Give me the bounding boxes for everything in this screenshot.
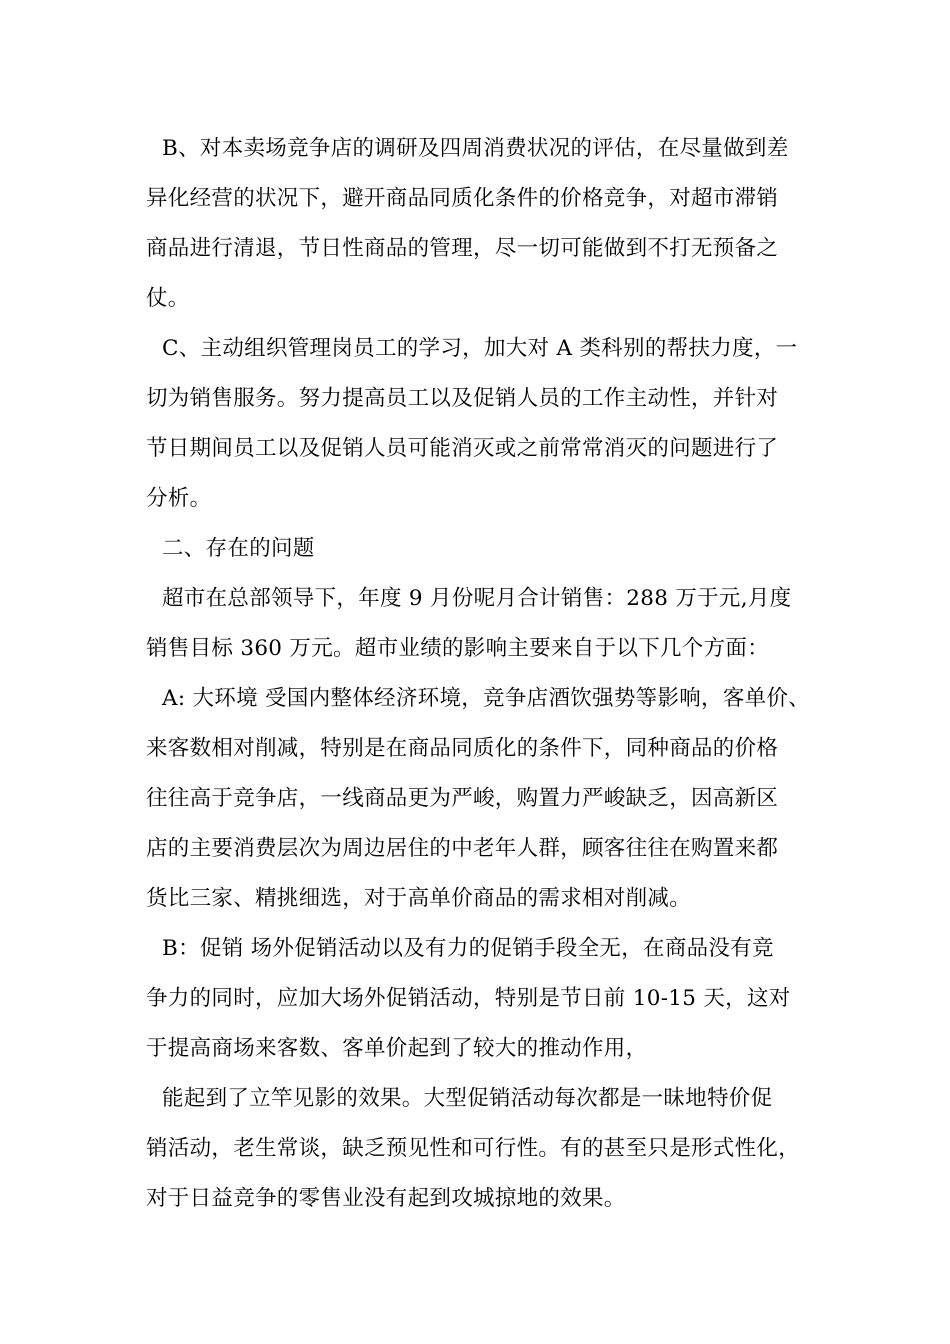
paragraph-promo-line-3: 于提高商场来客数、客单价起到了较大的推动作用， [146,1036,648,1061]
section-heading: 二、存在的问题 [162,536,315,561]
paragraph-effect-line-3: 对于日益竞争的零售业没有起到攻城掠地的效果。 [146,1186,626,1211]
paragraph-b-line-3: 商品进行清退，节日性商品的管理，尽一切可能做到不打无预备之 [146,236,779,261]
paragraph-a-line-2: 来客数相对削减，特别是在商品同质化的条件下，同种商品的价格 [146,736,779,761]
paragraph-a-line-3: 往往高于竞争店，一线商品更为严峻，购置力严峻缺乏，因高新区 [146,786,779,811]
paragraph-sales-line-1: 超市在总部领导下，年度 9 月份呢月合计销售：288 万于元,月度 [162,586,792,611]
paragraph-effect-line-2: 销活动，老生常谈，缺乏预见性和可行性。有的甚至只是形式性化， [146,1136,801,1161]
paragraph-b-line-2: 异化经营的状况下，避开商品同质化条件的价格竞争，对超市滞销 [146,186,779,211]
paragraph-b-line-1: B、对本卖场竞争店的调研及四周消费状况的评估，在尽量做到差 [162,136,789,161]
paragraph-c-line-3: 节日期间员工以及促销人员可能消灭或之前常常消灭的问题进行了 [146,436,779,461]
paragraph-a-line-5: 货比三家、精挑细选，对于高单价商品的需求相对削减。 [146,886,692,911]
paragraph-promo-line-2: 争力的同时，应加大场外促销活动，特别是节日前 10-15 天，这对 [146,986,791,1011]
paragraph-c-line-2: 切为销售服务。努力提高员工以及促销人员的工作主动性，并针对 [146,386,779,411]
paragraph-effect-line-1: 能起到了立竿见影的效果。大型促销活动每次都是一昧地特价促 [162,1086,773,1111]
paragraph-sales-line-2: 销售目标 360 万元。超市业绩的影响主要来自于以下几个方面： [146,636,770,661]
paragraph-a-line-4: 店的主要消费层次为周边居住的中老年人群，顾客往往在购置来都 [146,836,779,861]
paragraph-promo-line-1: B：促销 场外促销活动以及有力的促销手段全无，在商品没有竞 [162,936,774,961]
paragraph-c-line-4: 分析。 [146,486,212,511]
paragraph-b-line-4: 仗。 [146,286,190,311]
paragraph-c-line-1: C、主动组织管理岗员工的学习，加大对 A 类科别的帮扶力度，一 [162,336,798,361]
paragraph-a-line-1: A: 大环境 受国内整体经济环境，竞争店酒饮强势等影响，客单价、 [162,686,811,711]
